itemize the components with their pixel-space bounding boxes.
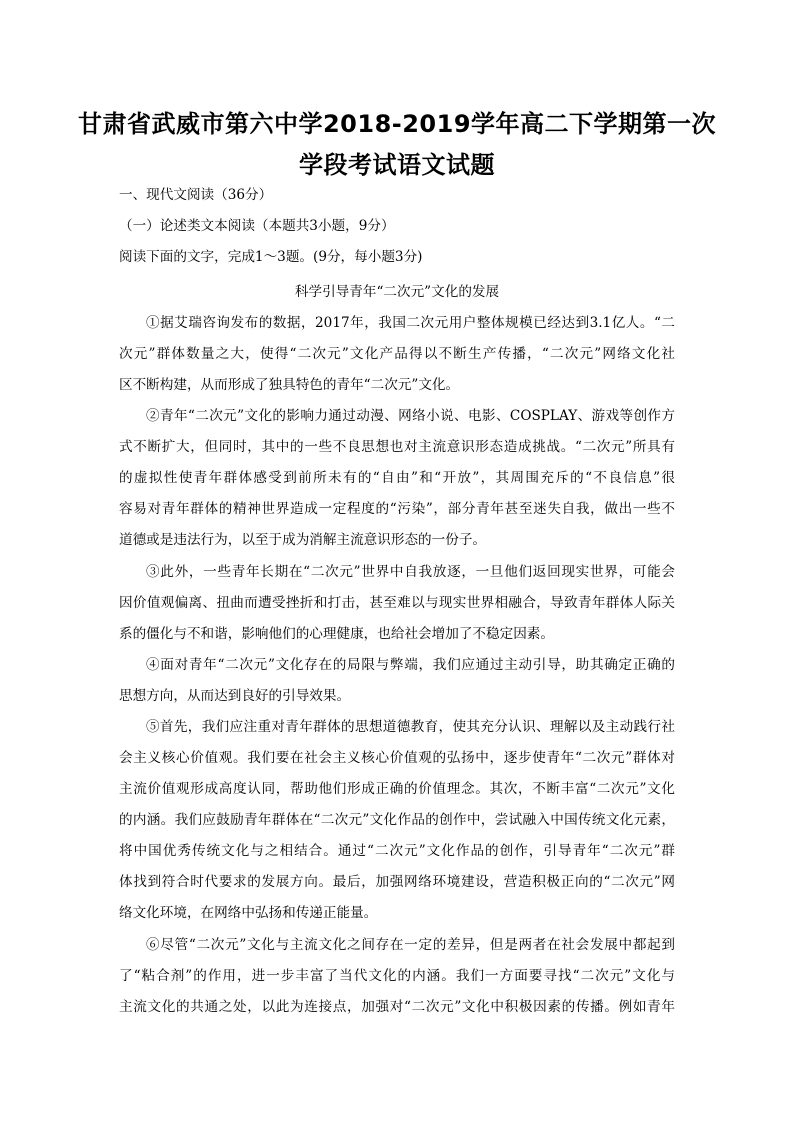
paragraph-line: 主流价值观形成高度认同，帮助他们形成正确的价值理念。其次，不断丰富“二次元”文化 bbox=[119, 781, 675, 797]
document-title-line-2: 学段考试语文试题 bbox=[299, 151, 495, 179]
paragraph-line: 了“粘合剂”的作用，进一步丰富了当代文化的内涵。我们一方面要寻找“二次元”文化与 bbox=[119, 968, 675, 984]
paragraph-line: 的内涵。我们应鼓励青年群体在“二次元”文化作品的创作中，尝试融入中国传统文化元素， bbox=[119, 812, 675, 828]
subsection-heading: （一）论述类文本阅读（本题共3小题，9分） bbox=[119, 218, 395, 234]
paragraph-line: ④面对青年“二次元”文化存在的局限与弊端，我们应通过主动引导，助其确定正确的 bbox=[146, 657, 675, 673]
paragraph-line: ①据艾瑞咨询发布的数据，2017年，我国二次元用户整体规模已经达到3.1亿人。“二 bbox=[146, 315, 675, 331]
paragraph-line: 思想方向，从而达到良好的引导效果。 bbox=[119, 688, 351, 704]
reading-instruction: 阅读下面的文字，完成1～3题。(9分，每小题3分) bbox=[119, 249, 423, 265]
paragraph-line: 的虚拟性使青年群体感受到前所未有的“自由”和“开放”，其周围充斥的“不良信息”很 bbox=[119, 470, 675, 486]
paragraph-line: 区不断构建，从而形成了独具特色的青年“二次元”文化。 bbox=[119, 377, 460, 393]
paragraph-line: ⑥尽管“二次元”文化与主流文化之间存在一定的差异，但是两者在社会发展中都起到 bbox=[146, 937, 675, 953]
paragraph-line: 会主义核心价值观。我们要在社会主义核心价值观的弘扬中，逐步使青年“二次元”群体对 bbox=[119, 750, 675, 766]
paragraph-line: 将中国优秀传统文化与之相结合。通过“二次元”文化作品的创作，引导青年“二次元”群 bbox=[119, 843, 675, 859]
paragraph-line: 次元”群体数量之大，使得“二次元”文化产品得以不断生产传播，“二次元”网络文化社 bbox=[119, 346, 675, 362]
paragraph-line: 体找到符合时代要求的发展方向。最后，加强网络环境建设，营造积极正向的“二次元”网 bbox=[119, 874, 675, 890]
paragraph-line: ⑤首先，我们应注重对青年群体的思想道德教育，使其充分认识、理解以及主动践行社 bbox=[146, 719, 675, 735]
paragraph-line: ②青年“二次元”文化的影响力通过动漫、网络小说、电影、COSPLAY、游戏等创作方 bbox=[146, 408, 675, 424]
section-heading: 一、现代文阅读（36分） bbox=[119, 187, 273, 203]
article-title: 科学引导青年“二次元”文化的发展 bbox=[294, 284, 500, 300]
paragraph-line: 因价值观偏离、扭曲而遭受挫折和打击，甚至难以与现实世界相融合，导致青年群体人际关 bbox=[119, 595, 675, 611]
paragraph-line: 主流文化的共通之处，以此为连接点，加强对“二次元”文化中积极因素的传播。例如青年 bbox=[119, 999, 675, 1015]
document-title-line-1: 甘肃省武威市第六中学2018-2019学年高二下学期第一次 bbox=[77, 110, 717, 138]
paragraph-line: ③此外，一些青年长期在“二次元”世界中自我放逐，一旦他们返回现实世界，可能会 bbox=[146, 564, 675, 580]
paragraph-line: 络文化环境，在网络中弘扬和传递正能量。 bbox=[119, 905, 378, 921]
paragraph-line: 系的僵化与不和谐，影响他们的心理健康，也给社会增加了不稳定因素。 bbox=[119, 626, 554, 642]
paragraph-line: 容易对青年群体的精神世界造成一定程度的“污染”，部分青年甚至迷失自我，做出一些不 bbox=[119, 501, 675, 517]
paragraph-line: 道德或是违法行为，以至于成为消解主流意识形态的一份子。 bbox=[119, 532, 487, 548]
paragraph-line: 式不断扩大，但同时，其中的一些不良思想也对主流意识形态造成挑战。“二次元”所具有 bbox=[119, 439, 675, 455]
